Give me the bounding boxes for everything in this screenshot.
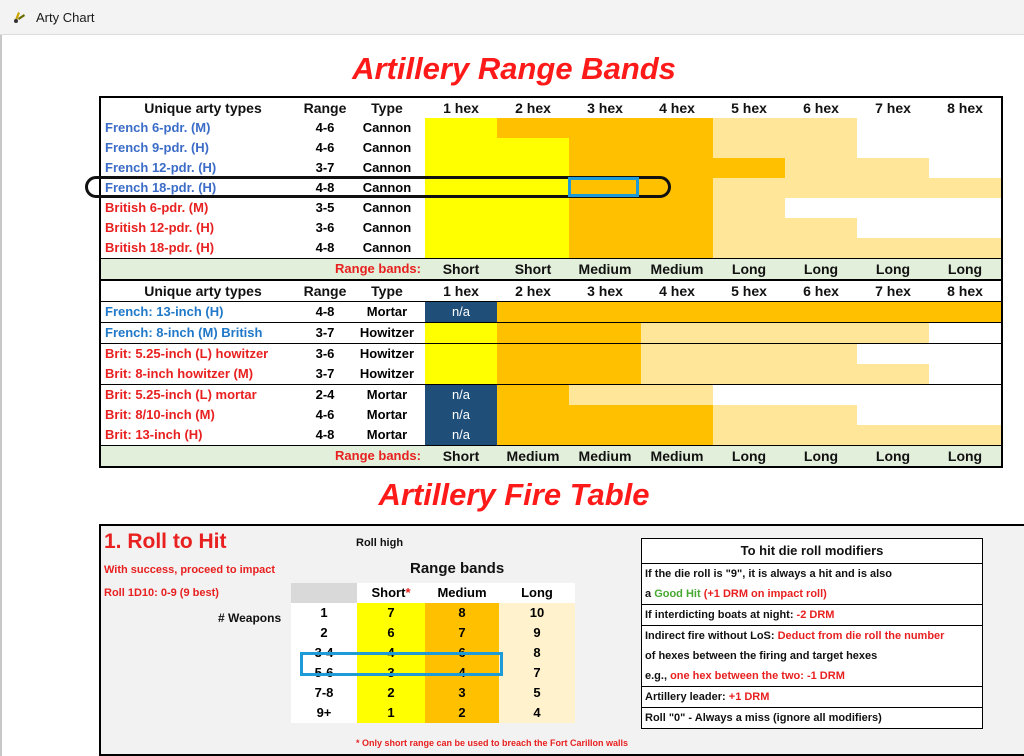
range-bands-subtitle: Range bands: [410, 560, 505, 577]
hex-cell: [857, 344, 929, 365]
hex-cell: [785, 302, 857, 323]
band-cell: Long: [713, 259, 785, 281]
arty-type: Cannon: [362, 200, 412, 215]
arty-name: British 6-pdr. (M): [105, 200, 209, 215]
arty-type: Cannon: [362, 160, 412, 175]
long-value: 8: [499, 643, 575, 663]
hex-cell: [713, 118, 785, 138]
table-row: [100, 118, 1002, 138]
arty-range: 2-4: [301, 385, 349, 406]
hex-cell: [569, 158, 641, 178]
hex-cell: [497, 425, 569, 446]
arty-type: Cannon: [362, 240, 412, 255]
roll-to-hit-heading: 1. Roll to Hit: [104, 530, 227, 553]
short-value: 6: [357, 623, 425, 643]
hex-cell: [857, 405, 929, 425]
arty-range: 3-7: [315, 366, 335, 381]
hex-cell: [785, 178, 857, 198]
header-cell: 4 hex: [659, 100, 695, 116]
range-bands-row: [100, 446, 1002, 468]
hex-cell: [641, 238, 713, 259]
hex-cell: [785, 364, 857, 385]
title-bar: [0, 0, 1024, 35]
hex-cell: [569, 323, 641, 344]
mod-text: a: [645, 588, 655, 600]
arty-type: Mortar: [366, 427, 408, 442]
hex-cell: [569, 364, 641, 385]
hex-cell: [425, 118, 497, 138]
band-cell: Long: [713, 446, 785, 468]
hex-cell: [569, 385, 641, 406]
arty-name: British 12-pdr. (H): [105, 220, 215, 235]
header-cell: 6 hex: [785, 280, 857, 302]
hex-cell: [713, 405, 785, 425]
hex-cell: [929, 238, 1002, 259]
hex-cell: [785, 118, 857, 138]
table-row-highlighted: [100, 178, 1002, 198]
hex-cell: [425, 364, 497, 385]
short-value: 7: [357, 603, 425, 623]
modifier-line: [642, 625, 982, 646]
table-row: [100, 138, 1002, 158]
header-cell: 6 hex: [803, 100, 839, 116]
arty-range: 3-5: [315, 200, 335, 215]
hex-cell: [497, 302, 569, 323]
short-value: 4: [357, 643, 425, 663]
mod-text: e.g.,: [645, 670, 671, 682]
modifier-line: [642, 666, 982, 686]
band-cell: Short: [425, 446, 497, 468]
header-cell: 1 hex: [425, 280, 497, 302]
hex-cell: [929, 158, 1002, 178]
table-row: [100, 158, 1002, 178]
arty-range: 3-7: [315, 160, 335, 175]
arty-name: Brit: 8/10-inch (M): [105, 407, 215, 422]
arty-type: Cannon: [362, 180, 412, 195]
mod-drm: -2 DRM: [796, 609, 835, 621]
arty-type: Cannon: [362, 120, 412, 135]
hex-cell: [497, 138, 569, 158]
col-short-header: [357, 583, 425, 603]
long-value: 10: [499, 603, 575, 623]
arty-type: Mortar: [366, 407, 408, 422]
arty-type: Howitzer: [349, 344, 425, 365]
hex-cell: [785, 425, 857, 446]
table-row: [100, 425, 1002, 446]
hex-cell: [785, 138, 857, 158]
medium-value: 7: [425, 623, 499, 643]
hex-cell: [641, 198, 713, 218]
hex-cell: [569, 425, 641, 446]
modifier-line: [642, 686, 982, 707]
hex-cell: [857, 238, 929, 259]
arty-range: 3-7: [301, 323, 349, 344]
hex-cell: [497, 385, 569, 406]
hex-cell: [857, 425, 929, 446]
header-cell: Range: [301, 280, 349, 302]
hex-cell: [857, 178, 929, 198]
hex-cell: [497, 344, 569, 365]
hex-cell: [857, 138, 929, 158]
hex-cell: [641, 158, 713, 178]
hex-cell: [569, 218, 641, 238]
hex-cell: [425, 218, 497, 238]
hex-cell: [929, 344, 1002, 365]
hex-cell: [641, 218, 713, 238]
hex-cell: [497, 405, 569, 425]
short-value: 1: [357, 703, 425, 723]
hit-table: [291, 583, 575, 723]
mod-drm: +1 DRM: [728, 691, 770, 703]
weapons-label: # Weapons: [218, 611, 282, 625]
hit-row: [291, 623, 575, 643]
header-cell: Type: [349, 280, 425, 302]
hex-cell: [641, 405, 713, 425]
range-bands-label: Range bands:: [100, 259, 425, 281]
hex-cell: [569, 198, 641, 218]
hit-row: [291, 663, 575, 683]
hex-cell: [425, 198, 497, 218]
fire-table-title: Artillery Fire Table: [378, 477, 650, 512]
medium-value: 3: [425, 683, 499, 703]
table-header-row: [100, 97, 1002, 118]
hex-cell: [569, 178, 641, 198]
hex-cell: [641, 118, 713, 138]
hex-cell: [785, 344, 857, 365]
hex-cell: [425, 138, 497, 158]
header-cell: 7 hex: [857, 280, 929, 302]
hex-cell: [713, 344, 785, 365]
arty-range: 4-8: [315, 240, 335, 255]
hex-cell: [929, 302, 1002, 323]
modifier-line: Roll "0" - Always a miss (ignore all modifiers): [642, 707, 982, 728]
header-cell: Unique arty types: [144, 100, 262, 116]
header-cell: 1 hex: [443, 100, 479, 116]
na-cell: n/a: [425, 425, 497, 446]
hex-cell: [641, 425, 713, 446]
hex-cell: [929, 323, 1002, 344]
band-cell: Medium: [569, 446, 641, 468]
arty-type: Cannon: [362, 220, 412, 235]
arty-type: Mortar: [349, 302, 425, 323]
hex-cell: [857, 118, 929, 138]
hex-cell: [569, 344, 641, 365]
arty-range: 3-6: [301, 344, 349, 365]
header-cell: 5 hex: [713, 280, 785, 302]
arty-type: Howitzer: [349, 323, 425, 344]
medium-value: 2: [425, 703, 499, 723]
arty-name: Brit: 8-inch howitzer (M): [105, 366, 254, 381]
band-cell: Long: [857, 259, 929, 281]
long-value: 5: [499, 683, 575, 703]
band-cell: Medium: [641, 446, 713, 468]
hex-cell: [785, 323, 857, 344]
arty-type: Howitzer: [359, 366, 415, 381]
arty-range: 4-6: [315, 140, 335, 155]
arty-name: French: 13-inch (H): [100, 302, 301, 323]
app-icon: [12, 10, 26, 24]
hex-cell: [785, 385, 857, 406]
table-row: [100, 405, 1002, 425]
hex-cell: [641, 364, 713, 385]
arty-type: Mortar: [349, 385, 425, 406]
hex-cell: [713, 425, 785, 446]
mod-text: If interdicting boats at night:: [645, 609, 797, 621]
hex-cell: [713, 198, 785, 218]
hex-cell: [713, 178, 785, 198]
arty-name: Brit: 5.25-inch (L) mortar: [100, 385, 301, 406]
col-long-header: Long: [499, 583, 575, 603]
header-cell: 4 hex: [641, 280, 713, 302]
hex-cell: [929, 218, 1002, 238]
roll-high-label: Roll high: [356, 537, 404, 549]
band-cell: Medium: [569, 259, 641, 281]
table-row: [100, 198, 1002, 218]
hex-cell: [785, 405, 857, 425]
hex-cell: [929, 138, 1002, 158]
hex-cell: [713, 302, 785, 323]
table-row: [100, 238, 1002, 259]
hex-cell: [929, 385, 1002, 406]
medium-value: 6: [425, 643, 499, 663]
mod-drm: Deduct from die roll the number: [777, 630, 945, 642]
fire-table-panel: [99, 524, 1024, 756]
hex-cell: [569, 238, 641, 259]
header-cell: Range: [303, 100, 347, 116]
mod-drm: (+1 DRM on impact roll): [703, 588, 827, 600]
hex-cell: [857, 364, 929, 385]
roll-note: Roll 1D10: 0-9 (9 best): [104, 587, 219, 599]
modifiers-title: To hit die roll modifiers: [642, 539, 982, 564]
band-cell: Long: [857, 446, 929, 468]
hex-cell: [713, 158, 785, 178]
hex-cell: [641, 344, 713, 365]
hex-cell: [425, 178, 497, 198]
modifiers-box: [641, 538, 983, 729]
hex-cell: [497, 118, 569, 138]
hex-cell: [929, 405, 1002, 425]
band-cell: Long: [929, 446, 1002, 468]
col-short-text: Short: [371, 585, 406, 600]
hex-cell: [713, 323, 785, 344]
weapons-count: 1: [291, 603, 357, 623]
arty-range: 3-6: [315, 220, 335, 235]
short-asterisk: *: [405, 585, 411, 600]
hex-cell: [569, 118, 641, 138]
window-title: Arty Chart: [36, 9, 95, 25]
arty-range: 4-8: [315, 180, 335, 195]
arty-name: French 9-pdr. (H): [105, 140, 210, 155]
mod-drm: one hex between the two: -1 DRM: [670, 670, 845, 682]
na-cell: n/a: [425, 302, 497, 323]
hex-cell: [497, 364, 569, 385]
hex-cell: [713, 238, 785, 259]
hex-cell: [641, 302, 713, 323]
long-value: 4: [499, 703, 575, 723]
header-cell: 2 hex: [515, 100, 551, 116]
hex-cell: [929, 425, 1002, 446]
medium-value: 8: [425, 603, 499, 623]
weapons-count: 7-8: [291, 683, 357, 703]
band-cell: Short: [497, 259, 569, 281]
hit-header-row: [291, 583, 575, 603]
arty-range: 4-8: [315, 427, 335, 442]
hit-row-highlighted: [291, 643, 575, 663]
hex-cell: [929, 364, 1002, 385]
weapons-count: 9+: [291, 703, 357, 723]
arty-name: French 18-pdr. (H): [105, 180, 217, 195]
table-row: [100, 385, 1002, 406]
band-cell: Long: [785, 259, 857, 281]
footnote: * Only short range can be used to breach the Fort Carillon walls: [356, 738, 629, 748]
hex-cell: [857, 302, 929, 323]
table-row: [100, 218, 1002, 238]
arty-range: 4-8: [301, 302, 349, 323]
short-value: 3: [357, 663, 425, 683]
success-note: With success, proceed to impact: [104, 564, 276, 576]
arty-name: French: 8-inch (M) British: [100, 323, 301, 344]
hit-row: [291, 683, 575, 703]
header-cell: 5 hex: [731, 100, 767, 116]
arty-range: 4-6: [315, 407, 335, 422]
hex-cell: [497, 238, 569, 259]
mod-text: Artillery leader:: [645, 691, 729, 703]
hex-cell: [569, 405, 641, 425]
table-row: [100, 344, 1002, 365]
hex-cell: [641, 178, 713, 198]
hit-row: [291, 703, 575, 723]
col-medium-header: Medium: [425, 583, 499, 603]
hex-cell: [569, 138, 641, 158]
header-cell: 7 hex: [875, 100, 911, 116]
arty-range: 4-6: [315, 120, 335, 135]
modifier-line: of hexes between the firing and target hexes: [645, 650, 878, 662]
medium-value: 4: [425, 663, 499, 683]
header-cell: Unique arty types: [100, 280, 301, 302]
range-bands-label: Range bands:: [100, 446, 425, 468]
hex-cell: [497, 158, 569, 178]
range-bands-title: Artillery Range Bands: [352, 51, 676, 86]
weapons-count: 5-6: [291, 663, 357, 683]
hex-cell: [929, 198, 1002, 218]
table-row: [100, 364, 1002, 385]
hex-cell: [857, 218, 929, 238]
table-header-row: [100, 280, 1002, 302]
header-cell: 3 hex: [569, 280, 641, 302]
good-hit-text: Good Hit: [654, 588, 701, 600]
header-cell: 8 hex: [929, 280, 1002, 302]
hex-cell: [569, 302, 641, 323]
band-cell: Long: [929, 259, 1002, 281]
hex-cell: [785, 198, 857, 218]
table-row: [100, 302, 1002, 323]
document-view[interactable]: [0, 35, 1024, 756]
hex-cell: [497, 198, 569, 218]
arty-type: Cannon: [362, 140, 412, 155]
long-value: 9: [499, 623, 575, 643]
hex-cell: [929, 178, 1002, 198]
table-row: [100, 323, 1002, 344]
corner-cell: [291, 583, 357, 603]
mod-text: Indirect fire without LoS:: [645, 630, 778, 642]
short-value: 2: [357, 683, 425, 703]
range-bands-table-1: [99, 96, 1003, 468]
arty-name: Brit: 5.25-inch (L) howitzer: [100, 344, 301, 365]
hex-cell: [425, 323, 497, 344]
hex-cell: [497, 323, 569, 344]
header-cell: 2 hex: [497, 280, 569, 302]
hex-cell: [641, 323, 713, 344]
hex-cell: [785, 218, 857, 238]
weapons-count: 3-4: [291, 643, 357, 663]
arty-name: Brit: 13-inch (H): [105, 427, 203, 442]
hex-cell: [857, 385, 929, 406]
hex-cell: [713, 218, 785, 238]
hex-cell: [497, 178, 569, 198]
band-cell: Short: [425, 259, 497, 281]
hex-cell: [785, 238, 857, 259]
hex-cell: [857, 198, 929, 218]
header-cell: 8 hex: [947, 100, 983, 116]
hex-cell: [497, 218, 569, 238]
hex-cell: [929, 118, 1002, 138]
arty-name: French 6-pdr. (M): [105, 120, 211, 135]
na-cell: n/a: [425, 385, 497, 406]
hit-row: [291, 603, 575, 623]
arty-name: French 12-pdr. (H): [105, 160, 217, 175]
band-cell: Long: [785, 446, 857, 468]
hex-cell: [857, 323, 929, 344]
modifier-line: If the die roll is "9", it is always a hit and is also: [645, 568, 893, 580]
hex-cell: [425, 158, 497, 178]
hex-cell: [785, 158, 857, 178]
band-cell: Medium: [641, 259, 713, 281]
hex-cell: [857, 158, 929, 178]
hex-cell: [641, 138, 713, 158]
band-cell: Medium: [497, 446, 569, 468]
modifier-line: [642, 604, 982, 625]
hex-cell: [713, 364, 785, 385]
hex-cell: [425, 344, 497, 365]
range-bands-row: [100, 259, 1002, 281]
na-cell: n/a: [425, 405, 497, 425]
hex-cell: [641, 385, 713, 406]
header-cell: 3 hex: [587, 100, 623, 116]
arty-name: British 18-pdr. (H): [105, 240, 215, 255]
long-value: 7: [499, 663, 575, 683]
hex-cell: [425, 238, 497, 259]
header-cell: Type: [371, 100, 403, 116]
hex-cell: [713, 385, 785, 406]
hex-cell: [713, 138, 785, 158]
weapons-count: 2: [291, 623, 357, 643]
modifier-line: [642, 584, 982, 604]
